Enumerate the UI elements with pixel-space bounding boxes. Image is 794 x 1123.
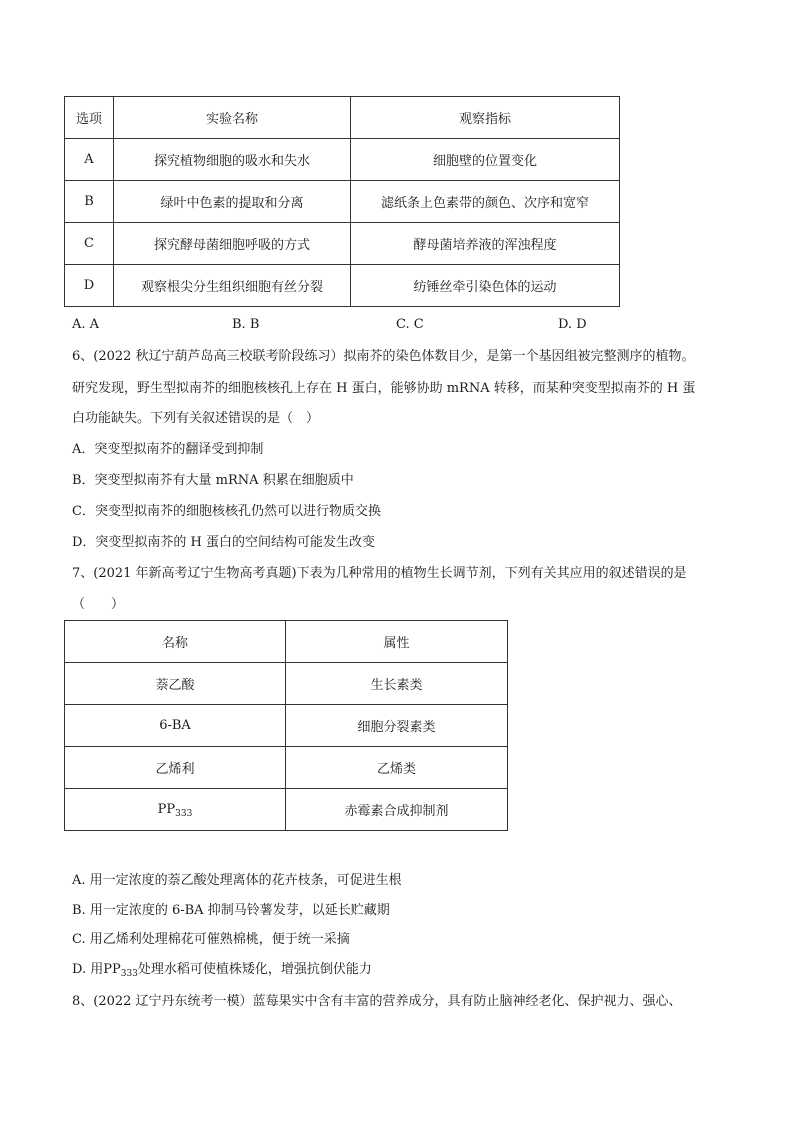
table-cell: 探究植物细胞的吸水和失水: [114, 139, 351, 181]
question-6-stem-line-1: 6、(2022 秋辽宁葫芦岛高三校联考阶段练习）拟南芥的染色体数目少，是第一个基因组被完整测序的植物。: [72, 349, 695, 364]
question-7-option-c: C. 用乙烯利处理棉花可催熟棉桃，便于统一采摘: [72, 932, 350, 947]
regulator-table: [64, 620, 508, 831]
table-cell: D: [65, 265, 114, 307]
table-cell: 滤纸条上色素带的颜色、次序和宽窄: [351, 181, 620, 223]
table-cell: C: [65, 223, 114, 265]
option-d-subscript: 333: [120, 969, 138, 979]
table-cell: 细胞分裂素类: [286, 705, 508, 747]
table-row: [65, 789, 508, 831]
question-6-stem-line-3: 白功能缺失。下列有关叙述错误的是（ ）: [72, 411, 320, 426]
option-b: B. B: [232, 317, 260, 332]
table-row: [65, 139, 620, 181]
table-cell: 细胞壁的位置变化: [351, 139, 620, 181]
table-row: [65, 705, 508, 747]
question-6-stem-line-2: 研究发现，野生型拟南芥的细胞核核孔上存在 H 蛋白，能够协助 mRNA 转移，而某种突变型拟南芥的 H 蛋: [72, 381, 696, 396]
pp333-subscript: 333: [175, 809, 193, 819]
table-cell: 萘乙酸: [65, 663, 286, 705]
table-cell: 纺锤丝牵引染色体的运动: [351, 265, 620, 307]
question-7-option-d: [72, 961, 372, 979]
table-cell: B: [65, 181, 114, 223]
table-cell: 酵母菌培养液的浑浊程度: [351, 223, 620, 265]
header-attribute: 属性: [286, 621, 508, 663]
table-row: [65, 223, 620, 265]
option-d-pp: PP: [103, 962, 121, 977]
question-6-option-b: B．突变型拟南芥有大量 mRNA 积累在细胞质中: [72, 473, 354, 488]
question-7-option-b: B. 用一定浓度的 6-BA 抑制马铃薯发芽，以延长贮藏期: [72, 903, 390, 918]
table-cell: 探究酵母菌细胞呼吸的方式: [114, 223, 351, 265]
pp333-base: PP: [157, 802, 176, 817]
header-observation: 观察指标: [351, 97, 620, 139]
table-cell: 观察根尖分生组织细胞有丝分裂: [114, 265, 351, 307]
question-8-stem-line-1: 8、(2022 辽宁丹东统考一模）蓝莓果实中含有丰富的营养成分，具有防止脑神经老化、保护视力、强心、: [72, 994, 682, 1009]
table-row: [65, 265, 620, 307]
question-7-option-a: A. 用一定浓度的萘乙酸处理离体的花卉枝条，可促进生根: [72, 873, 402, 888]
table-row: [65, 663, 508, 705]
table-cell: 赤霉素合成抑制剂: [286, 789, 508, 831]
table-row: [65, 747, 508, 789]
header-name: 名称: [65, 621, 286, 663]
option-d-suffix: 处理水稻可使植株矮化，增强抗倒伏能力: [137, 962, 372, 977]
table-cell: [65, 789, 286, 831]
table-cell: 6-BA: [65, 705, 286, 747]
table-header-row: [65, 621, 508, 663]
question-6-option-d: D．突变型拟南芥的 H 蛋白的空间结构可能发生改变: [72, 535, 376, 550]
table-cell: 乙烯类: [286, 747, 508, 789]
option-d-prefix: D. 用: [72, 962, 104, 977]
question-7-stem-line-1: 7、(2021 年新高考辽宁生物高考真题)下表为几种常用的植物生长调节剂，下列有关其应用的叙述错误的是: [72, 566, 687, 581]
table-row: [65, 181, 620, 223]
option-c: C. C: [396, 317, 424, 332]
table-header-row: [65, 97, 620, 139]
table-cell: A: [65, 139, 114, 181]
table-cell: 乙烯利: [65, 747, 286, 789]
question-6-option-a: A．突变型拟南芥的翻译受到抑制: [72, 442, 264, 457]
table-cell: 生长素类: [286, 663, 508, 705]
question-6-option-c: C．突变型拟南芥的细胞核核孔仍然可以进行物质交换: [72, 504, 381, 519]
option-d: D. D: [558, 317, 587, 332]
table-cell: 绿叶中色素的提取和分离: [114, 181, 351, 223]
question-7-stem-line-2: （ ）: [72, 597, 125, 612]
option-a: A. A: [72, 317, 100, 332]
header-experiment-name: 实验名称: [114, 97, 351, 139]
experiment-table: [64, 96, 620, 307]
header-option: 选项: [65, 97, 114, 139]
